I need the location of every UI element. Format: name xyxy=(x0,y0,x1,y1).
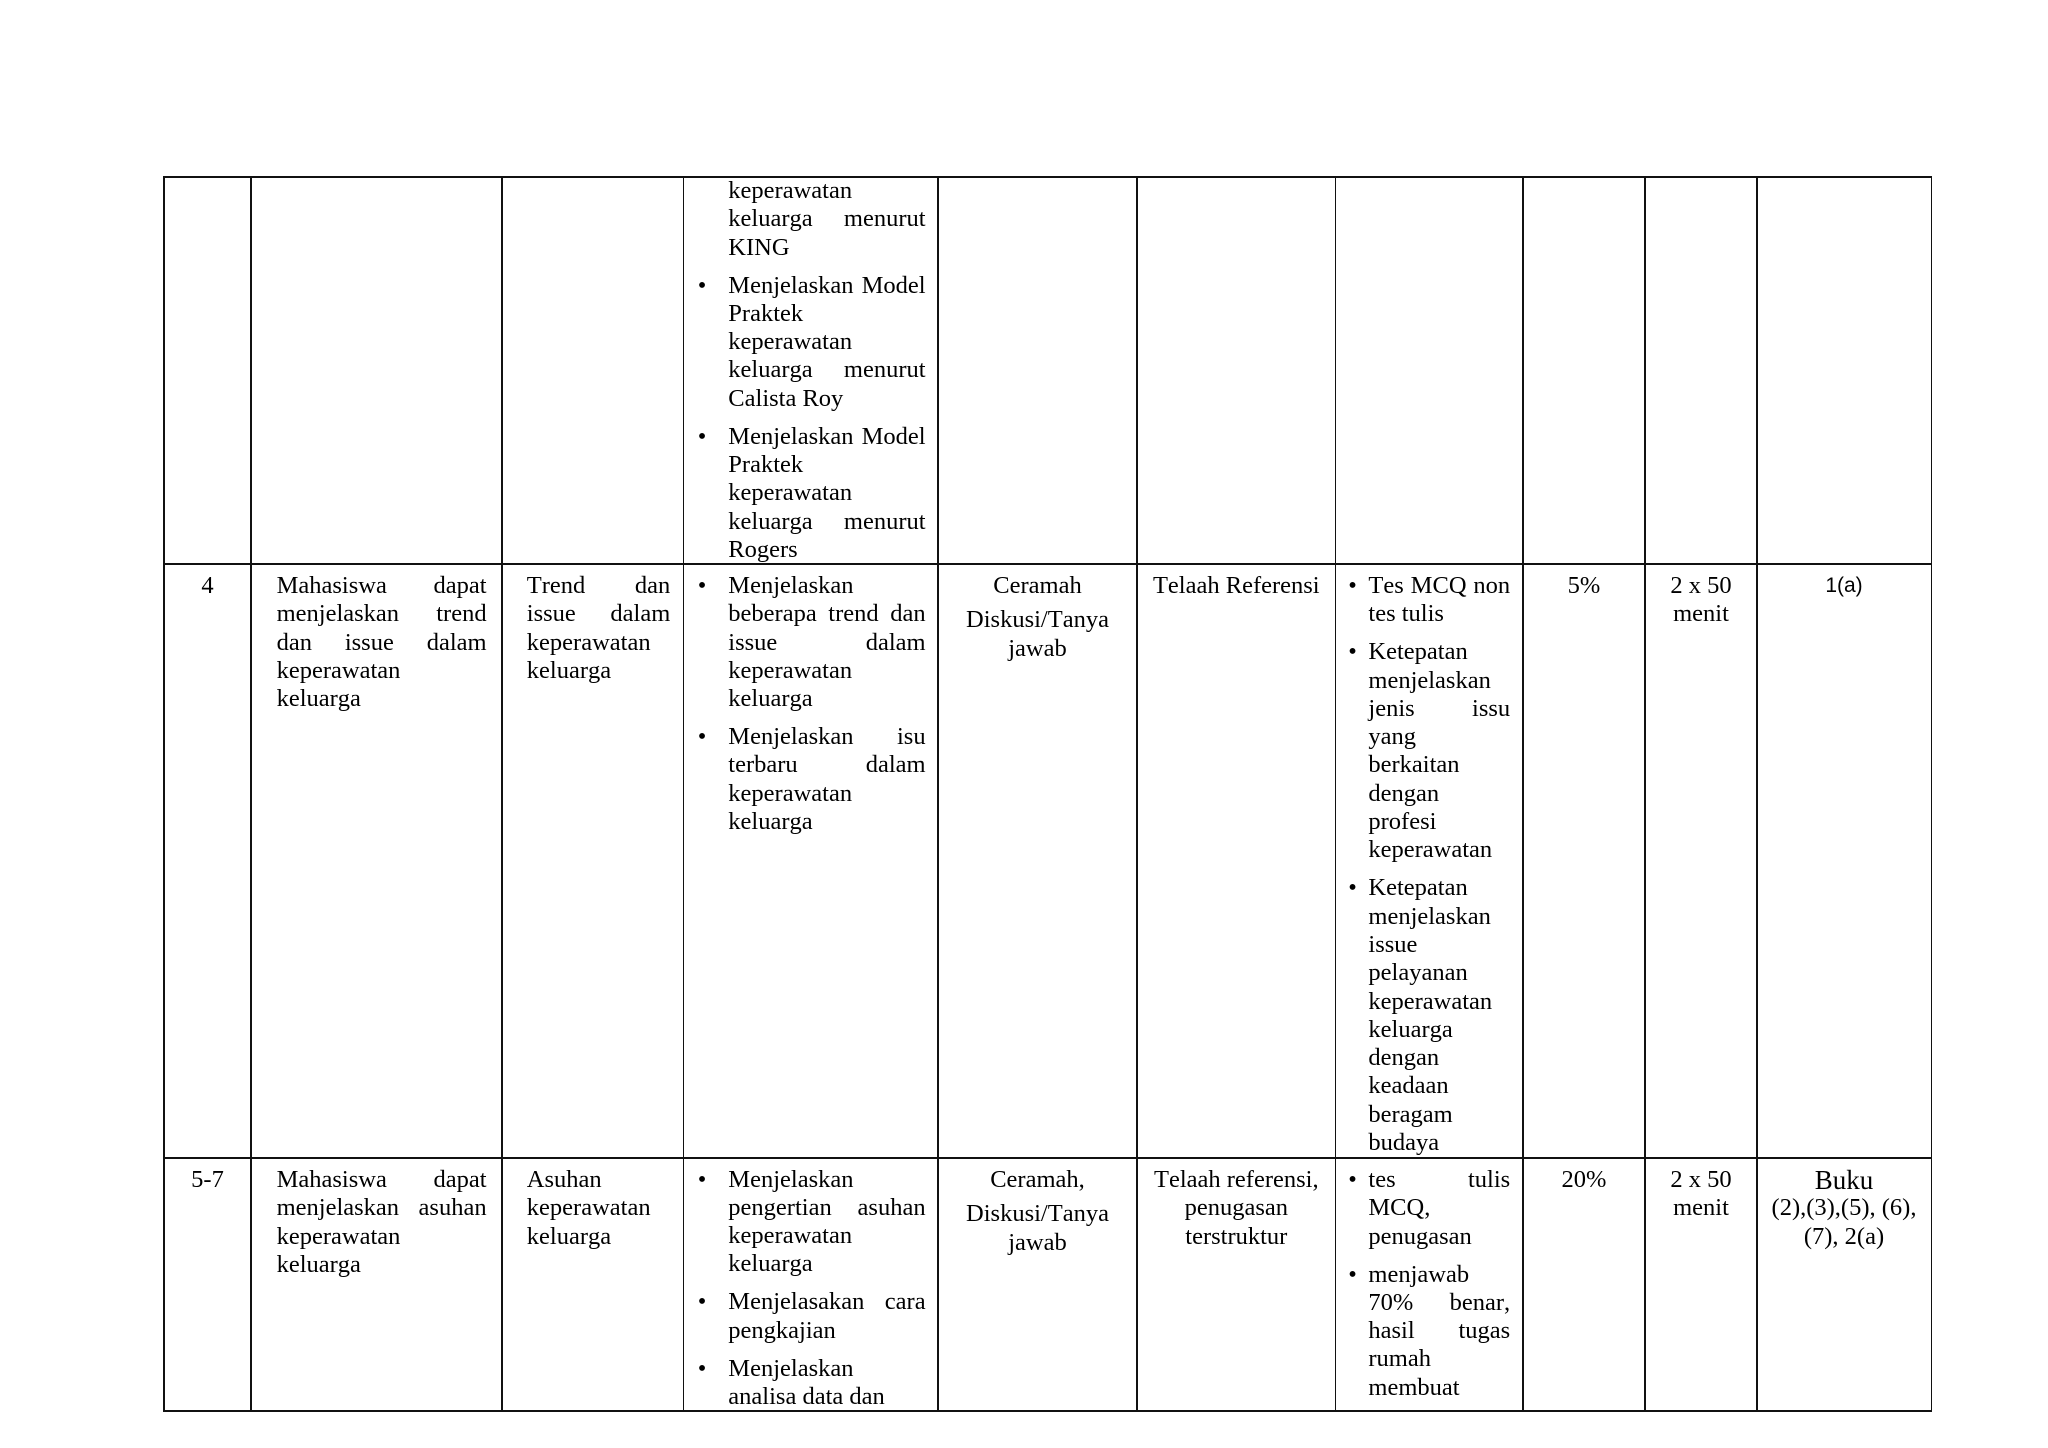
indicator-item: • Menjelasakan cara pengkajian xyxy=(728,1288,925,1345)
table-gridline xyxy=(1931,176,1932,1411)
indicator-list xyxy=(728,572,925,836)
indicator-list xyxy=(728,1166,925,1412)
table-gridline xyxy=(163,1410,1932,1411)
reference-list: (2),(3),(5), (6), (7), 2(a) xyxy=(1771,1194,1917,1250)
method-line: Diskusi/Tanya jawab xyxy=(966,606,1109,662)
cell-time: 2 x 50 menit xyxy=(1670,572,1732,628)
table-gridline xyxy=(1522,176,1523,1411)
cell-time: 2 x 50 menit xyxy=(1670,1166,1732,1222)
table-gridline xyxy=(250,176,251,1411)
assessment-list xyxy=(1368,1166,1510,1402)
indicator-item: • Menjelaskan beberapa trend dan issue dalam keperawatan keluarga xyxy=(728,572,925,713)
indicator-item: • Menjelaskan isu terbaru dalam keperawatan keluarga xyxy=(728,723,925,836)
cell-week: 4 xyxy=(201,572,214,599)
cell-assessment xyxy=(1368,1166,1510,1402)
cell-learning-experience: Telaah referensi, penugasan terstruktur xyxy=(1154,1166,1319,1250)
cell-indicators xyxy=(728,1166,925,1412)
table-gridline xyxy=(1335,176,1336,1411)
assessment-item: • menjawab 70% benar, hasil tugas rumah membuat xyxy=(1368,1261,1510,1402)
cell-weight: 20% xyxy=(1561,1166,1607,1193)
table-gridline xyxy=(1644,176,1645,1411)
cell-reference: 1(a) xyxy=(1825,574,1863,597)
cell-method xyxy=(945,572,1130,663)
table-gridline xyxy=(163,176,164,1411)
cell-week: 5-7 xyxy=(191,1166,224,1193)
table-gridline xyxy=(501,176,502,1411)
indicator-item: • Menjelaskan Model Praktek keperawatan keluarga menurut Rogers xyxy=(728,423,925,564)
table-gridline xyxy=(683,176,684,1411)
cell-weight: 5% xyxy=(1567,572,1601,599)
method-line: Ceramah, xyxy=(990,1166,1085,1193)
cell-reference xyxy=(1764,1166,1924,1251)
assessment-item: • Ketepatan menjelaskan jenis issu yang berkaitan dengan profesi keperawatan xyxy=(1368,638,1510,864)
cell-method xyxy=(945,1166,1130,1257)
indicator-item: • Menjelaskan pengertian asuhan keperawatan keluarga xyxy=(728,1166,925,1279)
reference-label: Buku xyxy=(1814,1165,1874,1195)
table-gridline xyxy=(937,176,938,1411)
table-gridline xyxy=(163,563,1932,564)
table-gridline xyxy=(163,176,1932,177)
cell-learning-outcome: Mahasiswa dapat menjelaskan asuhan keperawatan keluarga xyxy=(276,1166,487,1278)
method-line: Diskusi/Tanya jawab xyxy=(966,1200,1109,1256)
table-gridline xyxy=(163,1157,1932,1158)
indicator-item: • Menjelaskan analisa data dan xyxy=(728,1355,925,1412)
table-gridline xyxy=(1136,176,1137,1411)
indicator-item: • Menjelaskan Model Praktek keperawatan keluarga menurut Calista Roy xyxy=(728,272,925,413)
assessment-item: • tes tulis MCQ, penugasan xyxy=(1368,1166,1510,1251)
assessment-item: • Tes MCQ non tes tulis xyxy=(1368,572,1510,629)
cell-indicators xyxy=(728,572,925,836)
table-gridline xyxy=(1756,176,1757,1411)
cell-material: Trend dan issue dalam keperawatan keluarga xyxy=(526,572,671,684)
cell-assessment xyxy=(1368,572,1510,1157)
assessment-list xyxy=(1368,572,1510,1157)
cell-learning-outcome: Mahasiswa dapat menjelaskan trend dan issue dalam keperawatan keluarga xyxy=(276,572,487,713)
indicator-continued-text: keperawatan keluarga menurut KING xyxy=(728,177,926,261)
indicator-list xyxy=(728,272,925,565)
method-line: Ceramah xyxy=(993,572,1082,599)
cell-learning-experience: Telaah Referensi xyxy=(1152,572,1320,599)
cell-indicators xyxy=(728,177,925,564)
assessment-item: • Ketepatan menjelaskan issue pelayanan keperawatan keluarga dengan keadaan beragam budaya xyxy=(1368,874,1510,1157)
cell-material: Asuhan keperawatan keluarga xyxy=(526,1166,651,1250)
